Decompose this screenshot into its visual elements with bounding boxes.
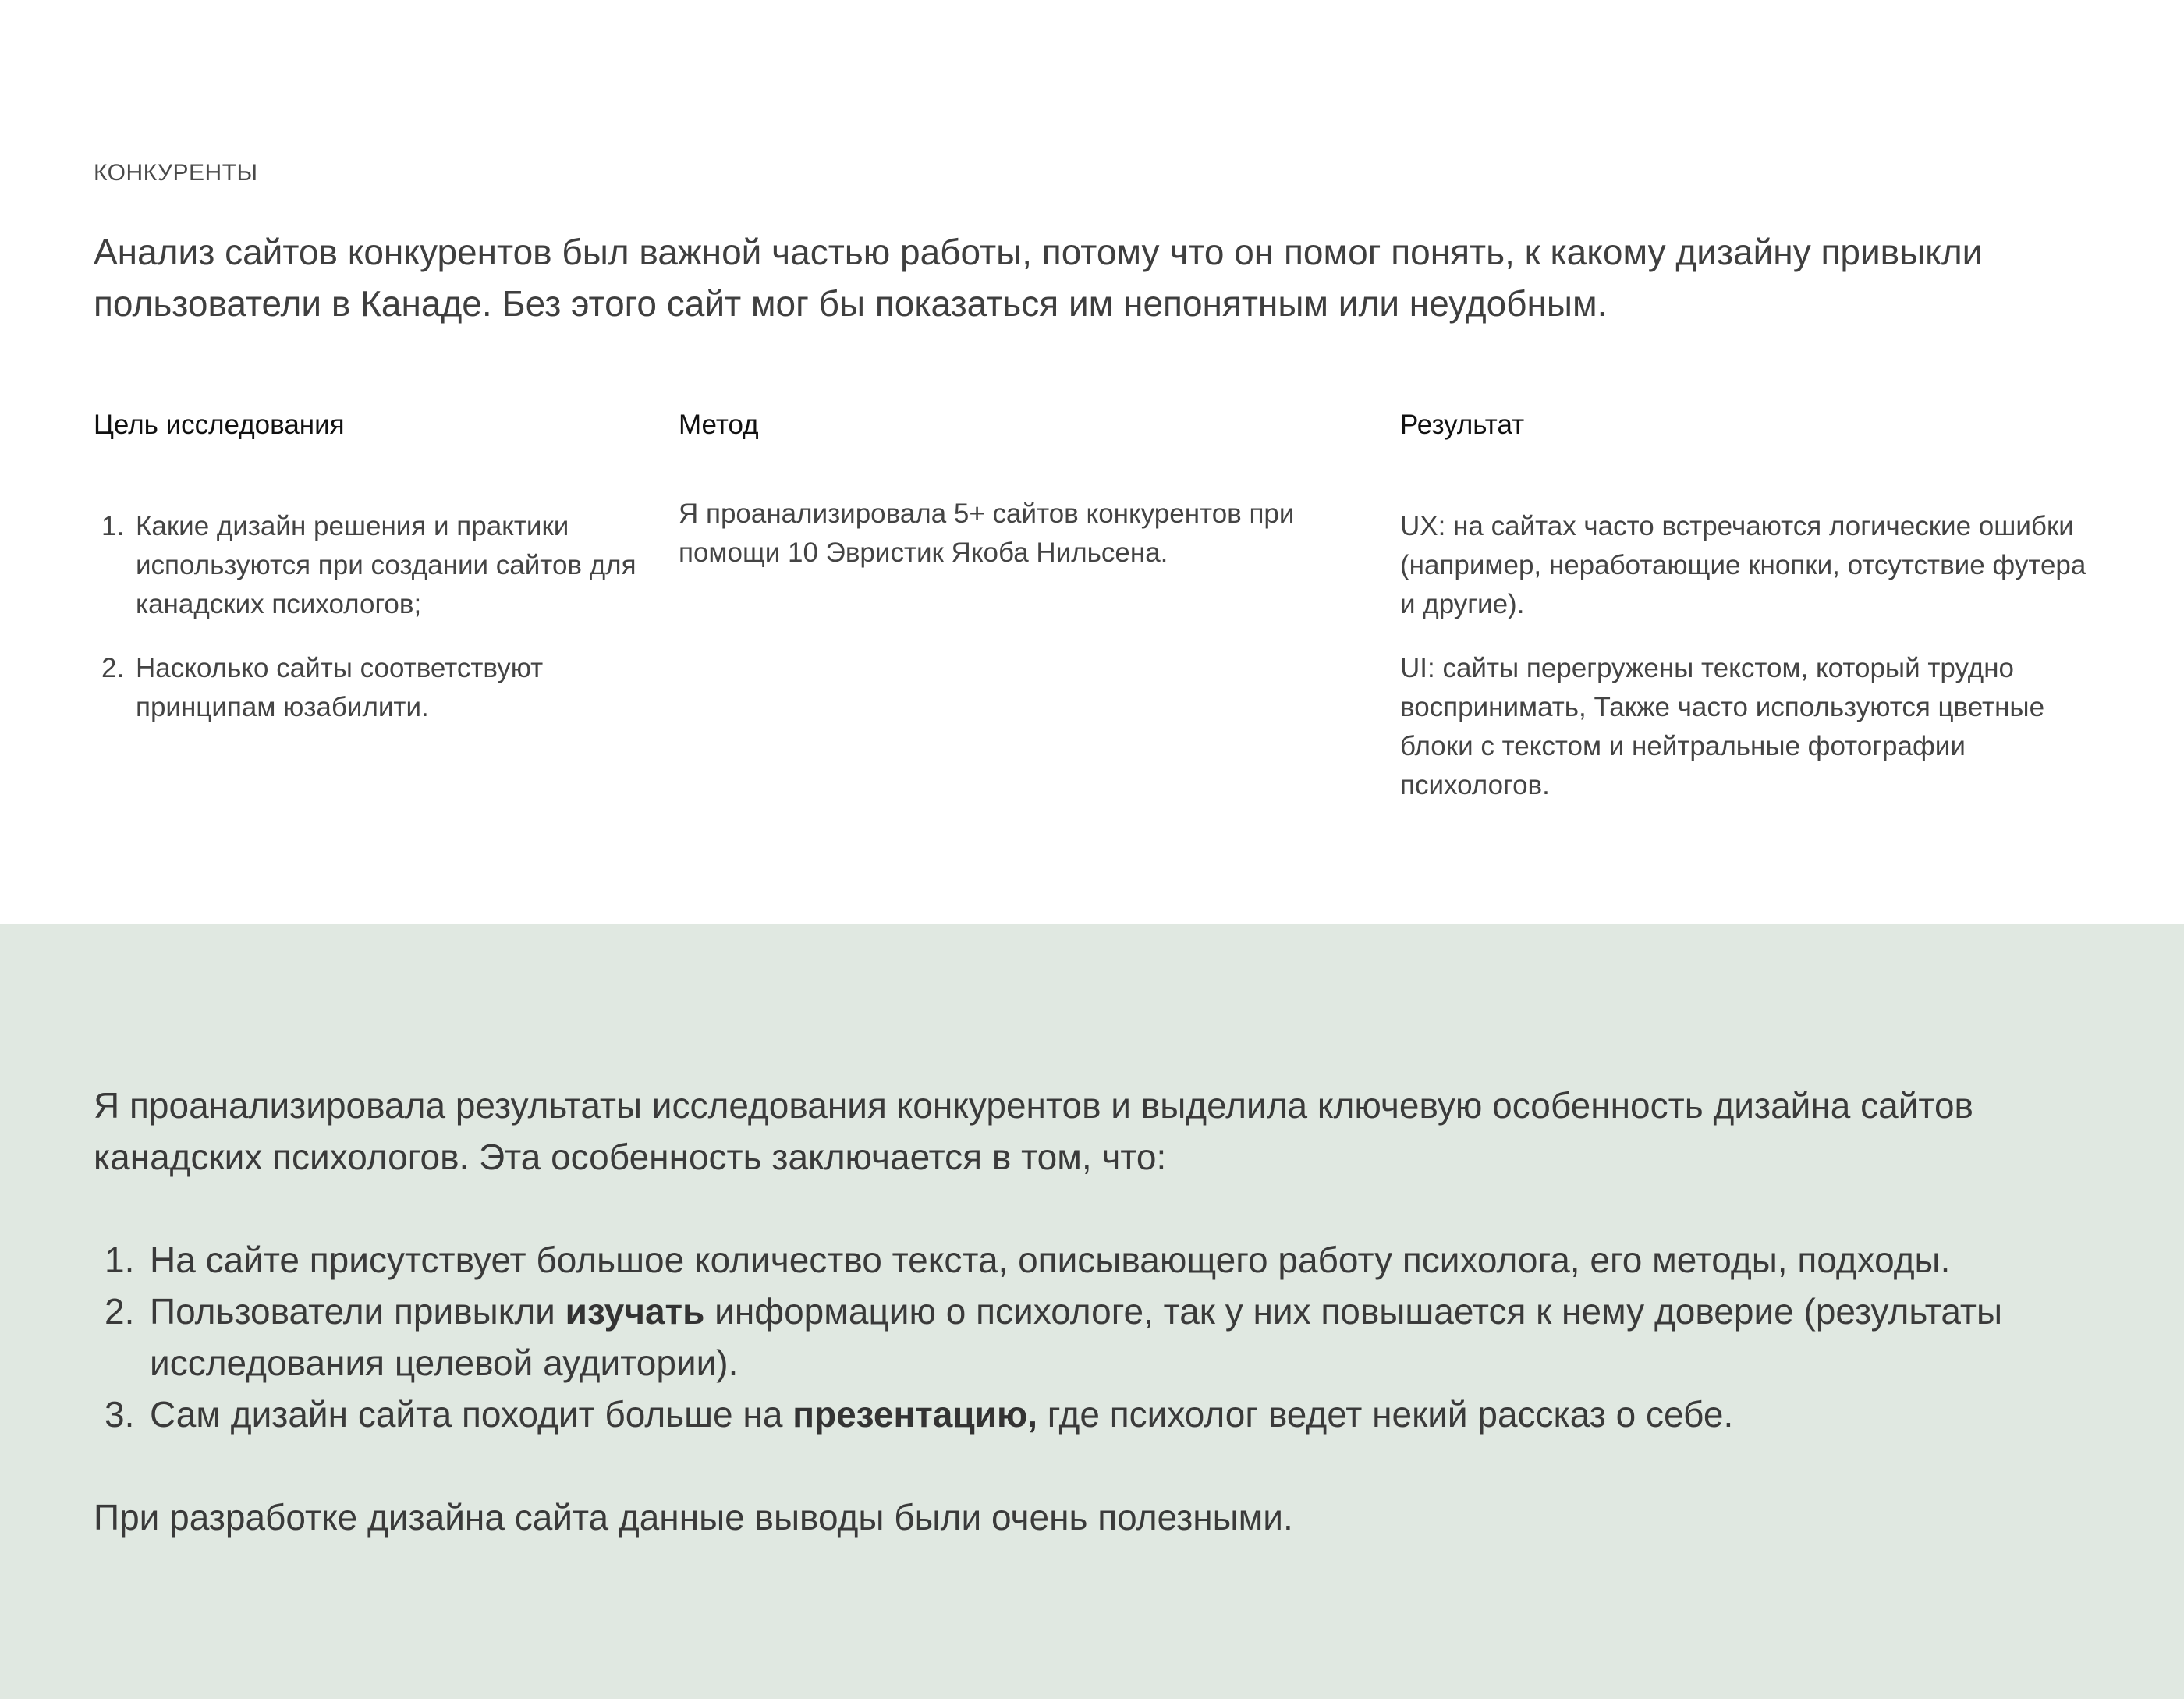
list-item: [94, 507, 640, 624]
intro-paragraph: Анализ сайтов конкурентов был важной частью работы, потому что он помог понять, к какому дизайну привыкли пользователи в Канаде. Без этого сайт мог бы показаться им непонятным или неудобным.: [94, 232, 1983, 324]
goal-heading: Цель исследования: [94, 410, 345, 440]
result-heading: Результат: [1400, 410, 1525, 440]
result-ux-text: UX: на сайтах часто встречаются логические ошибки (например, неработающие кнопки, отсутствие футера и другие).: [1400, 511, 2086, 619]
list-item: [94, 649, 640, 727]
list-item: [94, 1234, 2137, 1286]
method-column: [679, 406, 1349, 573]
summary-paragraph: Я проанализировала результаты исследования конкурентов и выделила ключевую особенность дизайна сайтов канадских психологов. Эта особенность заключается в том, что:: [94, 1085, 1973, 1177]
list-item-text: Какие дизайн решения и практики используются при создании сайтов для канадских психологов;: [136, 511, 636, 619]
summary-section: [0, 924, 2184, 1699]
conclusion-paragraph: При разработке дизайна сайта данные выводы были очень полезными.: [94, 1497, 1293, 1538]
list-item-text-end: информацию о психологе, так у них повышается к нему доверие (результаты исследования целевой аудитории).: [150, 1291, 2003, 1383]
list-item-text: Сам дизайн сайта походит больше на: [150, 1394, 793, 1435]
list-item-number: 1.: [101, 511, 125, 541]
list-item-text-end: где психолог ведет некий рассказ о себе.: [1037, 1394, 1734, 1435]
list-item-number: 1.: [105, 1240, 135, 1280]
list-item: [94, 1286, 2137, 1389]
goal-column: [94, 406, 640, 752]
list-item-text: Насколько сайты соответствуют принципам юзабилити.: [136, 653, 544, 722]
result-column: [1400, 406, 2106, 805]
goal-list: [94, 507, 640, 727]
list-item-emphasis: изучать: [565, 1291, 705, 1332]
method-heading: Метод: [679, 410, 759, 440]
summary-list: [94, 1234, 2137, 1440]
list-item-number: 3.: [105, 1394, 135, 1435]
method-text: Я проанализировала 5+ сайтов конкурентов при помощи 10 Эвристик Якоба Нильсена.: [679, 498, 1295, 568]
section-label: КОНКУРЕНТЫ: [94, 160, 258, 186]
list-item-number: 2.: [105, 1291, 135, 1332]
list-item-number: 2.: [101, 653, 125, 683]
list-item-emphasis: презентацию,: [792, 1394, 1038, 1435]
list-item: [94, 1389, 2137, 1440]
list-item-text: Пользователи привыкли: [150, 1291, 566, 1332]
list-item-text: На сайте присутствует большое количество текста, описывающего работу психолога, его методы, подходы.: [150, 1240, 1951, 1280]
result-ui-text: UI: сайты перегружены текстом, который трудно воспринимать, Также часто используются цветные блоки с текстом и нейтральные фотографии психологов.: [1400, 653, 2045, 800]
